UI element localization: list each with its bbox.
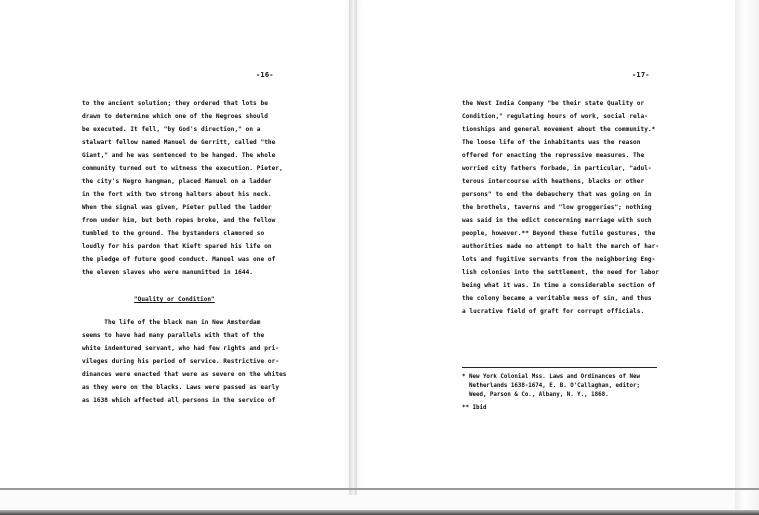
text-line: loudly for his pardon that Kieft spared his life on [82,243,272,250]
right-page-number: -17- [632,71,650,79]
right-paragraph [462,97,659,318]
footnote-line: * New York Colonial Mss. Laws and Ordinances of New [462,374,640,380]
left-paragraph-2 [82,316,287,407]
text-line: The life of the black man in New Amsterdam [82,319,261,326]
text-line: dinances were enacted that were as severe on the whites [82,371,287,378]
text-line: from under him, but both ropes broke, and the fellow [82,217,276,224]
scan-border [0,510,759,515]
text-line: as 1638 which affected all persons in the service of [82,397,276,404]
text-line: the city's Negro hangman, placed Manuel on a ladder [82,178,272,185]
book-gutter [349,0,357,495]
page-edge [735,0,759,515]
text-line: lish colonies into the settlement, the need for labor [462,269,660,276]
text-line: vileges during his period of service. Restrictive or- [82,358,280,365]
text-line: When the signal was given, Pieter pulled the ladder [82,204,272,211]
footnote-2: ** Ibid [462,405,487,411]
text-line: tumbled to the ground. The bystanders clamored so [82,230,265,237]
text-line: as they were on the blacks. Laws were passed as early [82,384,280,391]
text-line: the brothels, taverns and "low groggeries"; nothing [462,204,652,211]
text-line: authorities made no attempt to halt the march of har- [462,243,660,250]
text-line: a lucrative field of graft for corrupt officials. [462,308,645,315]
text-line: the eleven slaves who were manumitted in 1644. [82,269,254,276]
text-line: offered for enacting the repressive measures. The [462,152,645,159]
text-line: drawn to determine which one of the Negroes should [82,113,268,120]
text-line: Condition," regulating hours of work, social rela- [462,113,648,120]
text-line: be executed. It fell, "by God's direction," on a [82,126,261,133]
text-line: persons" to end the debauchery that was going on in [462,191,652,198]
footnote-line: Weed, Parson & Co., Albany, N. Y., 1868. [462,392,609,398]
text-line: stalwart fellow named Manuel de Gerritt, called "the [82,139,276,146]
text-line: to the ancient solution; they ordered that lots be [82,100,268,107]
text-line: community turned out to witness the execution. Pieter, [82,165,283,172]
text-line: in the fort with two strong halters about his neck. [82,191,272,198]
left-page-number: -16- [256,71,274,79]
section-heading: "Quality or Condition" [134,296,215,303]
page-bottom-edge [0,488,759,490]
text-line: The loose life of the inhabitants was the reason [462,139,641,146]
text-line: seems to have had many parallels with that of the [82,332,265,339]
footnote-rule [462,367,657,368]
footnote-1 [462,373,640,400]
text-line: tionships and general movement about the community.* [462,126,656,133]
left-paragraph-1 [82,97,283,279]
text-line: the West India Company "be their state Quality or [462,100,645,107]
text-line: Giant," and he was sentenced to be hanged. The whole [82,152,276,159]
text-line: lots and fugitive servants from the neighboring Eng- [462,256,656,263]
text-line: the colony became a veritable mess of sin, and thus [462,295,652,302]
footnote-line: Netherlands 1638-1674, E. B. O'Callaghan, editor; [462,383,640,389]
text-line: was said in the edict concerning marriage with such [462,217,652,224]
text-line: the pledge of future good conduct. Manuel was one of [82,256,276,263]
text-line: terous intercourse with heathens, blacks or other [462,178,645,185]
text-line: worried city fathers forbade, in particular, "adul- [462,165,652,172]
text-line: being what it was. In time a considerable section of [462,282,656,289]
text-line: white indentured servant, who had few rights and pri- [82,345,280,352]
text-line: people, however.** Beyond these futile gestures, the [462,230,656,237]
